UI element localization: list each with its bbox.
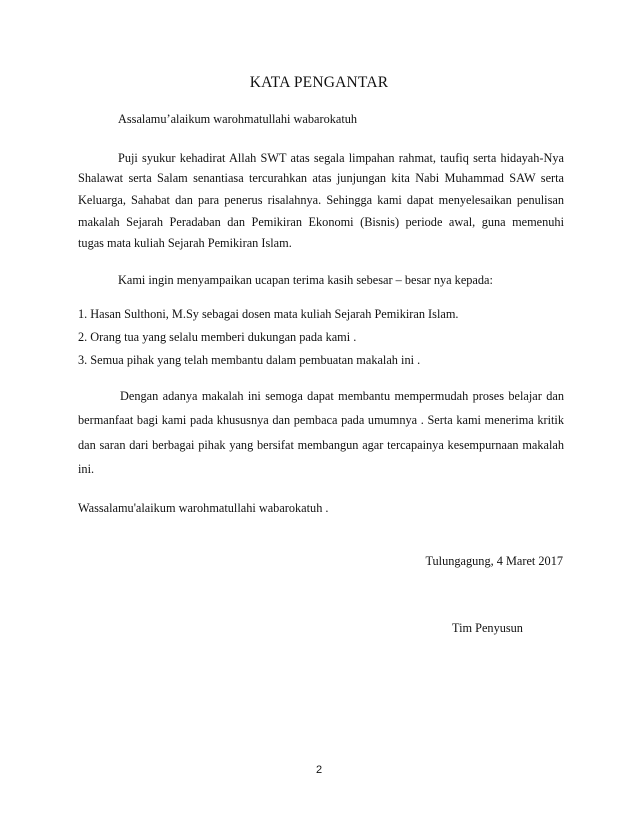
thanks-list-item: 1. Hasan Sulthoni, M.Sy sebagai dosen mata kuliah Sejarah Pemikiran Islam. [78,307,459,321]
place-date: Tulungagung, 4 Maret 2017 [425,554,563,568]
paragraph1-line-5: tugas mata kuliah Sejarah Pemikiran Islam. [78,236,292,250]
thanks-intro: Kami ingin menyampaikan ucapan terima kasih sebesar – besar nya kepada: [118,273,493,287]
paragraph1-line-3: Keluarga, Sahabat dan para penerus risalahnya. Sehingga kami dapat menyelesaikan penulisan [78,193,564,207]
thanks-list-item: 2. Orang tua yang selalu memberi dukungan pada kami . [78,330,357,344]
paragraph2-line-2: bermanfaat bagi kami pada khususnya dan pembaca pada umumnya . Serta kami menerima kritik [78,413,564,427]
page-title: KATA PENGANTAR [249,74,389,91]
paragraph1-line-1: Puji syukur kehadirat Allah SWT atas segala limpahan rahmat, taufiq serta hidayah-Nya [118,151,564,165]
greeting: Assalamu’alaikum warohmatullahi wabarokatuh [118,112,358,126]
paragraph2-line-3: dan saran dari berbagai pihak yang bersifat membangun agar tercapainya kesempurnaan makalah [78,438,564,452]
paragraph1-line-2: Shalawat serta Salam senantiasa tercurahkan atas junjungan kita Nabi Muhammad SAW serta [78,171,564,185]
paragraph1-line-4: makalah Sejarah Peradaban dan Pemikiran Ekonomi (Bisnis) periode awal, guna memenuhi [78,215,564,229]
page-number: 2 [315,764,323,776]
paragraph2-line-4: ini. [78,462,95,476]
paragraph2-line-1: Dengan adanya makalah ini semoga dapat membantu mempermudah proses belajar dan [120,389,564,403]
closing-salutation: Wassalamu'alaikum warohmatullahi wabarokatuh . [78,501,329,515]
thanks-list-item: 3. Semua pihak yang telah membantu dalam pembuatan makalah ini . [78,353,421,367]
signature: Tim Penyusun [452,621,523,635]
